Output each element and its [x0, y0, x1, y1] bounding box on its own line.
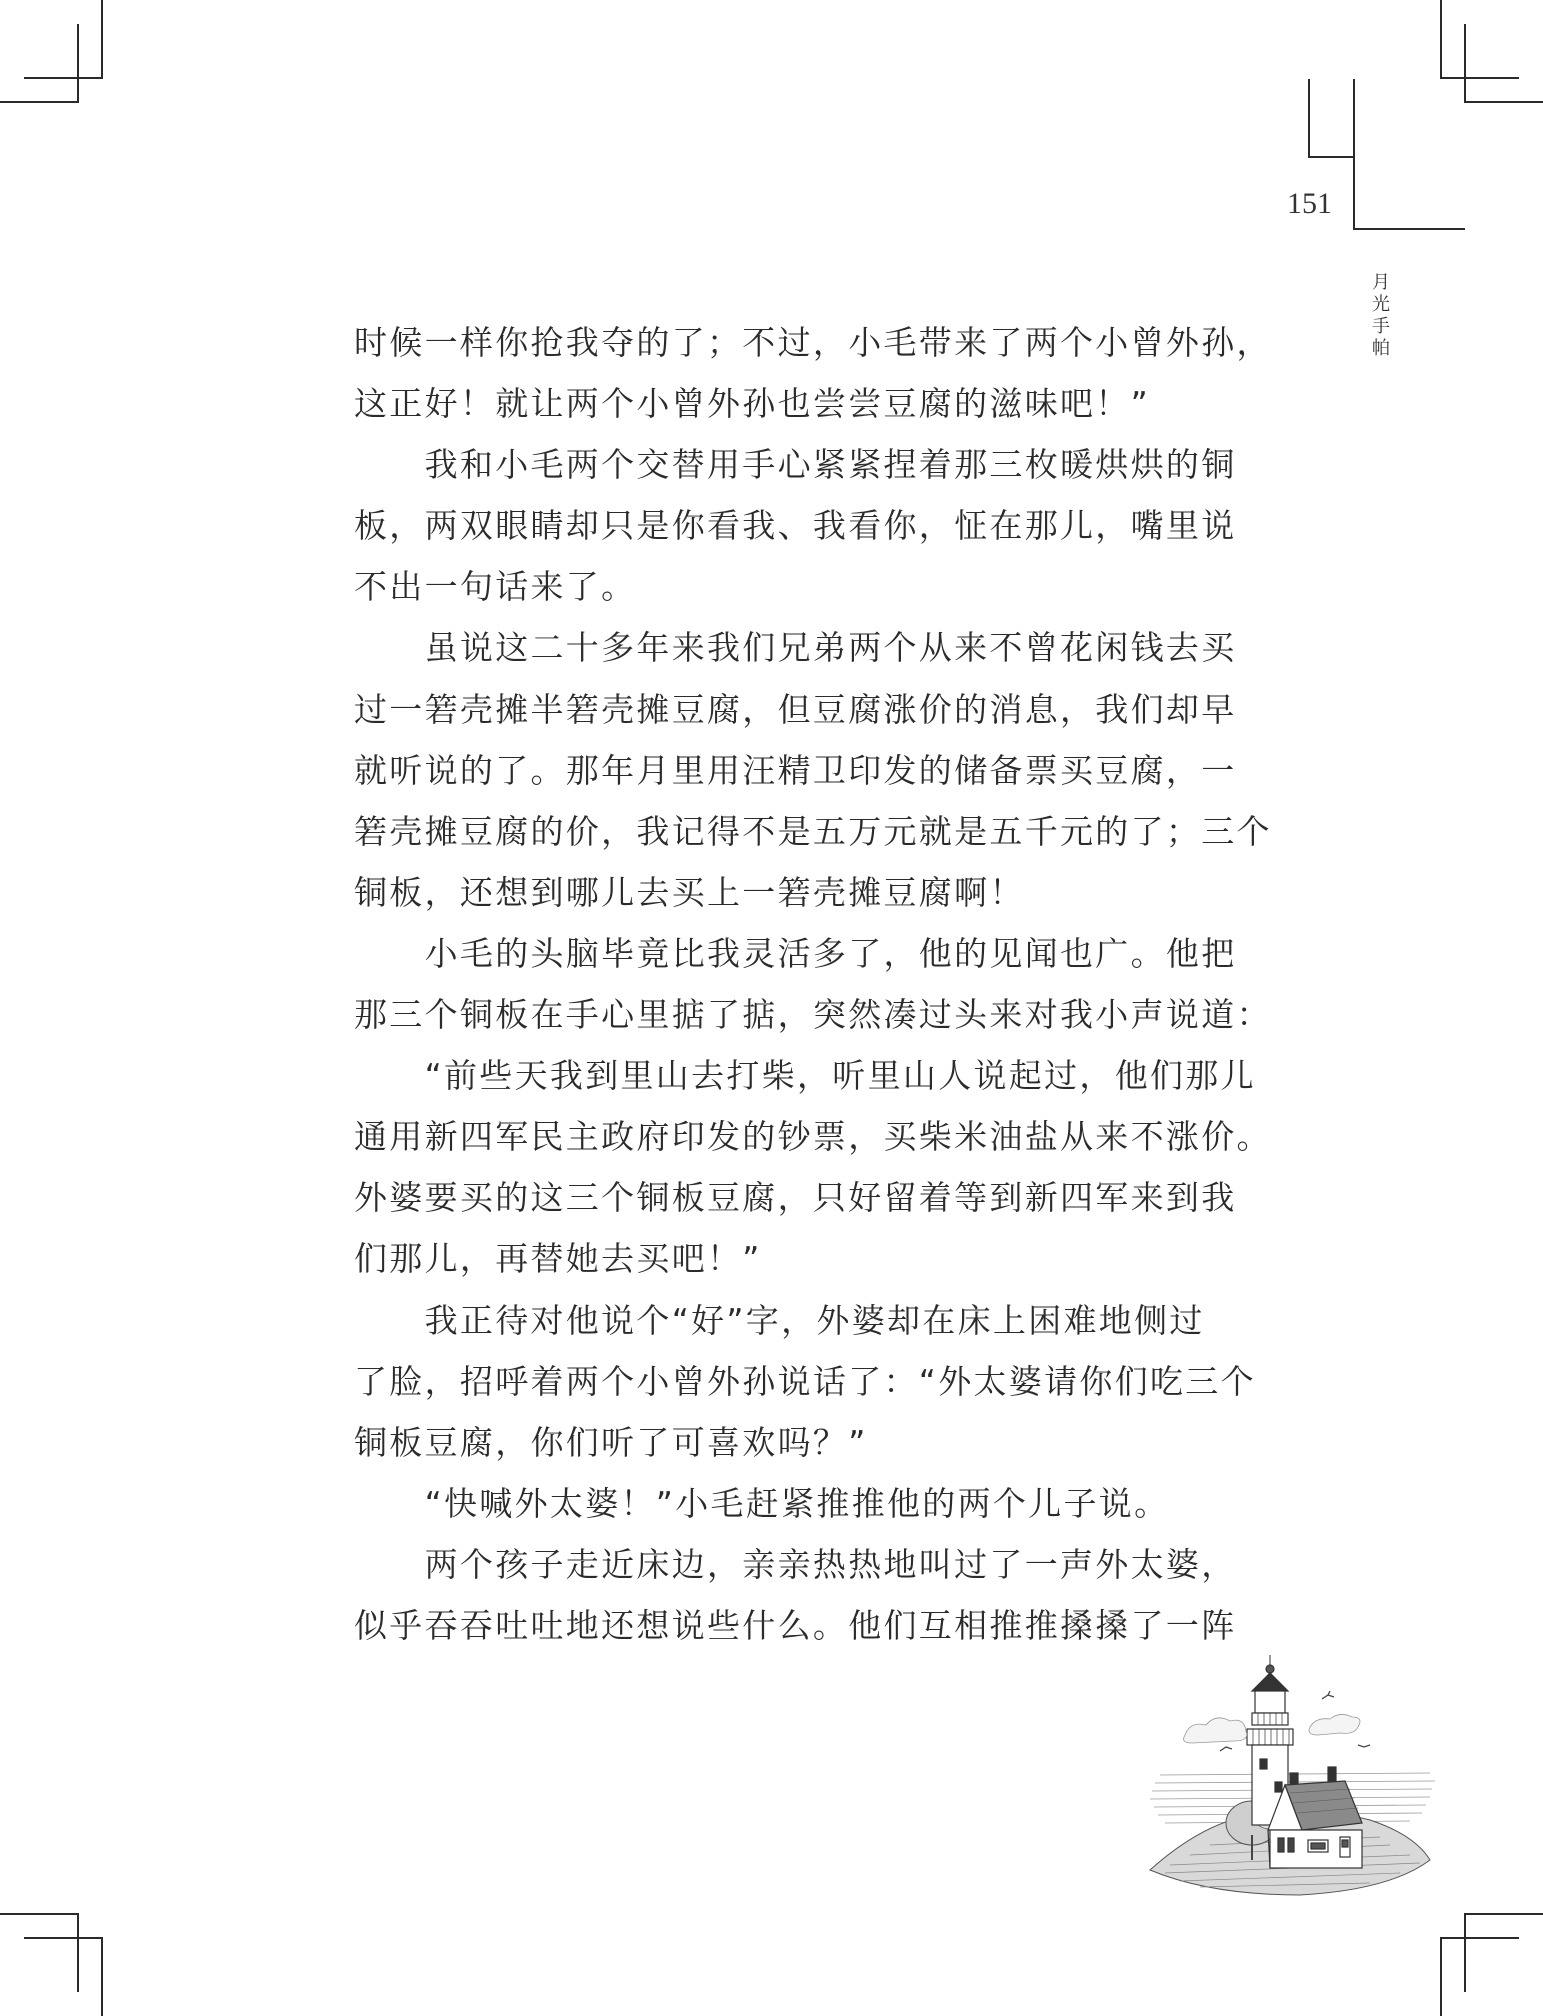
header-frame-line — [1353, 79, 1355, 230]
text-line: 铜板，还想到哪儿去买上一箬壳摊豆腐啊！ — [354, 872, 1025, 912]
lighthouse-illustration — [1140, 1655, 1440, 1915]
crop-mark — [77, 1913, 79, 1992]
crop-mark — [1440, 1937, 1442, 2016]
running-title — [1370, 272, 1392, 360]
crop-mark — [1440, 77, 1519, 79]
running-title-char: 手 — [1372, 316, 1390, 337]
crop-mark — [0, 101, 79, 103]
header-frame-line — [1308, 156, 1355, 158]
text-line: 两个孩子走近床边，亲亲热热地叫过了一声外太婆， — [354, 1544, 1237, 1584]
text-line: 们那儿，再替她去买吧！” — [354, 1239, 762, 1279]
text-line: “快喊外太婆！”小毛赶紧推推他的两个儿子说。 — [354, 1483, 1170, 1523]
text-line: 不出一句话来了。 — [354, 567, 637, 607]
page-number: 151 — [1287, 187, 1332, 220]
text-line: 铜板豆腐，你们听了可喜欢吗？” — [354, 1422, 868, 1462]
text-line: 我和小毛两个交替用手心紧紧捏着那三枚暖烘烘的铜 — [354, 445, 1237, 485]
text-line: 似乎吞吞吐吐地还想说些什么。他们互相推推搡搡了一阵 — [354, 1605, 1237, 1645]
text-line: “前些天我到里山去打柴，听里山人说起过，他们那儿 — [354, 1056, 1256, 1096]
crop-mark — [24, 77, 103, 79]
text-line: 虽说这二十多年来我们兄弟两个从来不曾花闲钱去买 — [354, 628, 1237, 668]
text-line: 时候一样你抢我夺的了；不过，小毛带来了两个小曾外孙， — [354, 323, 1272, 362]
running-title-char: 帕 — [1372, 338, 1390, 359]
crop-mark — [1464, 1913, 1466, 1992]
text-line: 我正待对他说个“好”字，外婆却在床上困难地侧过 — [354, 1300, 1205, 1340]
crop-mark — [1464, 101, 1543, 103]
body-text — [354, 318, 1272, 1662]
text-line: 那三个铜板在手心里掂了掂，突然凑过头来对我小声说道： — [354, 995, 1272, 1035]
crop-mark — [101, 0, 103, 79]
crop-mark — [0, 1913, 79, 1915]
crop-mark — [1440, 1937, 1519, 1939]
text-line: 过一箬壳摊半箬壳摊豆腐，但豆腐涨价的消息，我们却早 — [354, 689, 1237, 729]
text-line: 小毛的头脑毕竟比我灵活多了，他的见闻也广。他把 — [354, 933, 1237, 973]
crop-mark — [77, 24, 79, 103]
text-line: 通用新四军民主政府印发的钞票，买柴米油盐从来不涨价。 — [354, 1117, 1272, 1157]
text-line: 外婆要买的这三个铜板豆腐，只好留着等到新四军来到我 — [354, 1178, 1237, 1218]
crop-mark — [101, 1937, 103, 2016]
crop-mark — [24, 1937, 103, 1939]
text-line: 就听说的了。那年月里用汪精卫印发的储备票买豆腐，一 — [354, 750, 1237, 790]
text-line: 板，两双眼睛却只是你看我、我看你，怔在那儿，嘴里说 — [354, 506, 1237, 546]
text-line: 了脸，招呼着两个小曾外孙说话了：“外太婆请你们吃三个 — [354, 1361, 1256, 1401]
crop-mark — [1464, 24, 1466, 103]
crop-mark — [1440, 0, 1442, 79]
text-line: 箬壳摊豆腐的价，我记得不是五万元就是五千元的了；三个 — [354, 811, 1272, 851]
crop-mark — [1464, 1913, 1543, 1915]
running-title-char: 月 — [1372, 272, 1390, 293]
running-title-char: 光 — [1372, 294, 1390, 315]
header-frame-line — [1353, 228, 1465, 230]
header-frame-line — [1308, 79, 1310, 158]
text-line: 这正好！就让两个小曾外孙也尝尝豆腐的滋味吧！” — [354, 384, 1150, 424]
